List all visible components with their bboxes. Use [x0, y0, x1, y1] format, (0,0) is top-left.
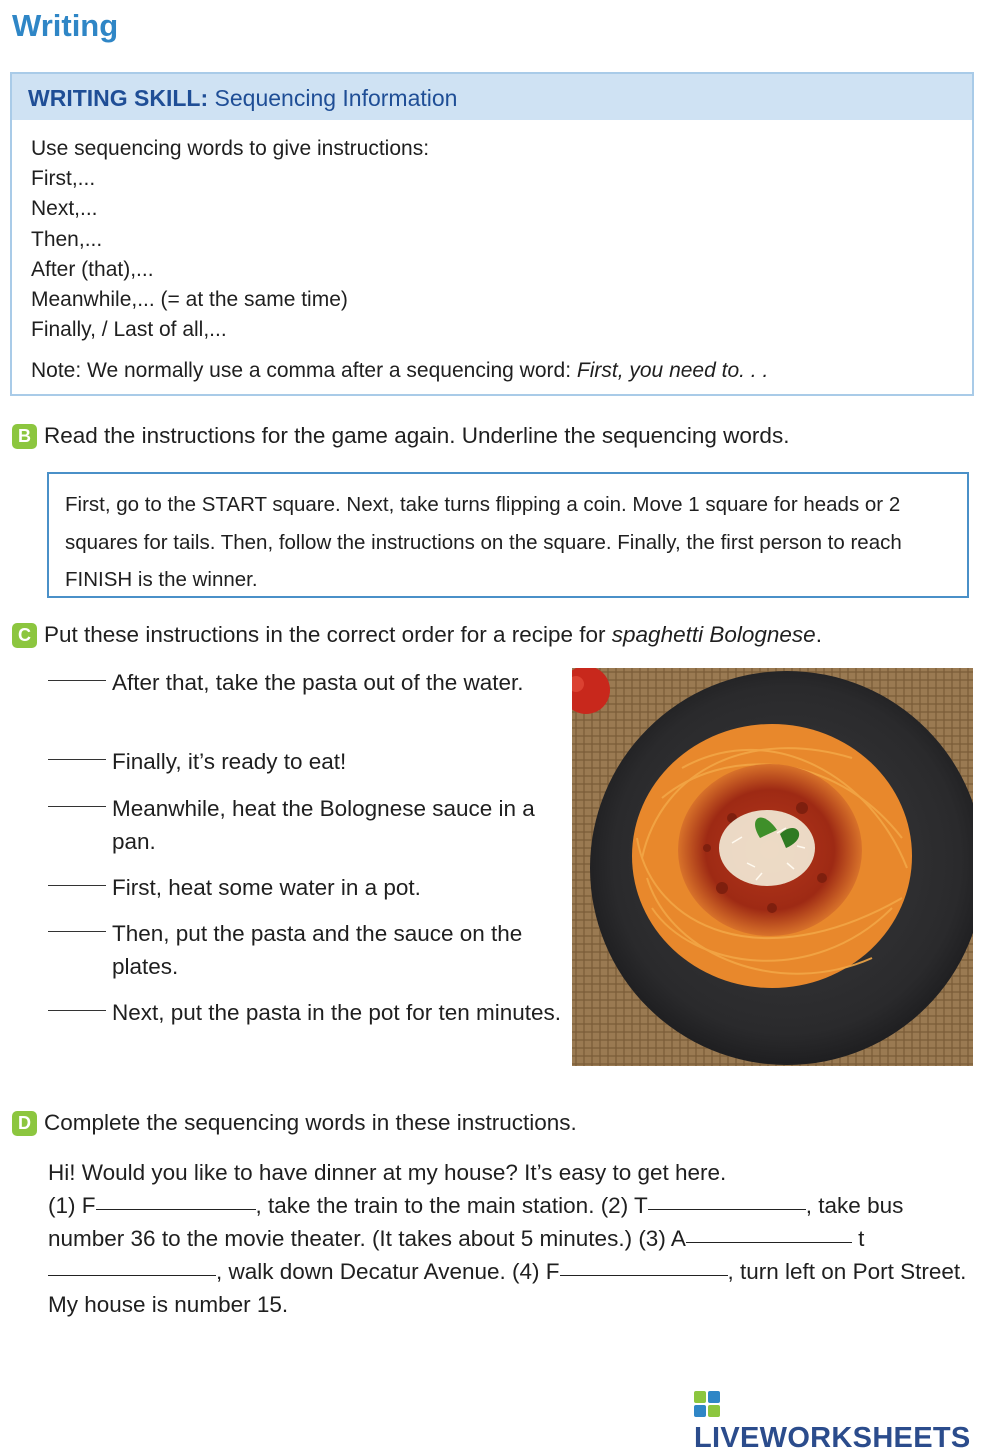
note-text: Note: We normally use a comma after a sequencing word: [31, 359, 572, 382]
skill-topic: Sequencing Information [214, 85, 458, 111]
liveworksheets-logo-icon [694, 1391, 720, 1417]
section-c-badge: C [12, 623, 37, 648]
section-c-dish: spaghetti Bolognese [611, 622, 816, 647]
recipe-step-text: First, heat some water in a pot. [112, 875, 421, 900]
skill-line: Next,... [31, 197, 98, 221]
skill-line: After (that),... [31, 257, 154, 281]
directions-n1: (1) F [48, 1193, 96, 1218]
answer-blank[interactable] [48, 1275, 216, 1276]
spaghetti-illustration [572, 668, 973, 1066]
section-d-badge: D [12, 1111, 37, 1136]
skill-line: Finally, / Last of all,... [31, 318, 227, 342]
skill-line: Then,... [31, 227, 103, 251]
recipe-step-text: Finally, it’s ready to eat! [112, 749, 347, 774]
skill-line: First,... [31, 167, 96, 191]
answer-blank[interactable] [48, 680, 106, 681]
section-b-heading [12, 423, 789, 449]
directions-paragraph [48, 1156, 973, 1321]
section-c-heading [12, 622, 822, 648]
answer-blank[interactable] [648, 1209, 806, 1210]
answer-blank[interactable] [560, 1275, 728, 1276]
section-b-badge: B [12, 424, 37, 449]
liveworksheets-logo [694, 1389, 1000, 1455]
page-title: Writing [12, 8, 119, 43]
note-example: First, you need to. . . [576, 359, 769, 382]
directions-t4: , turn left on Port Street. My house is number 15. [48, 1259, 967, 1317]
answer-blank[interactable] [48, 885, 106, 886]
directions-t1: , take the train to the main station. (2) T [255, 1193, 648, 1218]
directions-t2: , take bus number 36 to the movie theater. (It takes about 5 minutes.) (3) A [48, 1193, 904, 1251]
answer-blank[interactable] [48, 759, 106, 760]
skill-list [31, 134, 429, 345]
recipe-step-text: Then, put the pasta and the sauce on the plates. [112, 921, 523, 979]
answer-blank[interactable] [48, 1010, 106, 1011]
answer-blank[interactable] [686, 1242, 852, 1243]
writing-skill-box [10, 72, 974, 396]
answer-blank[interactable] [48, 931, 106, 932]
writing-skill-header [12, 74, 972, 120]
skill-line: Use sequencing words to give instructions: [31, 137, 430, 160]
answer-blank[interactable] [48, 806, 106, 807]
skill-label: WRITING SKILL: [28, 85, 209, 111]
directions-t3: , walk down Decatur Avenue. (4) F [216, 1259, 560, 1284]
directions-t3a: t [858, 1226, 865, 1251]
section-d-heading [12, 1110, 577, 1136]
answer-blank[interactable] [96, 1209, 256, 1210]
game-instructions-box: First, go to the START square. Next, take turns flipping a coin. Move 1 square for heads or 2 squares for tails. Then, follow the instructions on the square. Finally, the first person to reach FINISH is the winner. [47, 472, 969, 598]
section-b-instruction: Read the instructions for the game again. Underline the sequencing words. [44, 423, 790, 448]
section-c-period: . [815, 622, 822, 647]
skill-line: Meanwhile,... (= at the same time) [31, 288, 348, 312]
skill-note [31, 359, 768, 383]
spaghetti-photo [572, 668, 973, 1066]
section-c-instruction: Put these instructions in the correct order for a recipe for [44, 622, 606, 647]
section-d-instruction: Complete the sequencing words in these instructions. [44, 1110, 577, 1135]
directions-intro: Hi! Would you like to have dinner at my house? It’s easy to get here. [48, 1160, 727, 1185]
recipe-step-text: Meanwhile, heat the Bolognese sauce in a pan. [112, 796, 535, 854]
recipe-step-text: Next, put the pasta in the pot for ten minutes. [112, 1000, 562, 1025]
recipe-step-text: After that, take the pasta out of the water. [112, 670, 524, 695]
liveworksheets-logo-text: LIVEWORKSHEETS [694, 1422, 971, 1454]
